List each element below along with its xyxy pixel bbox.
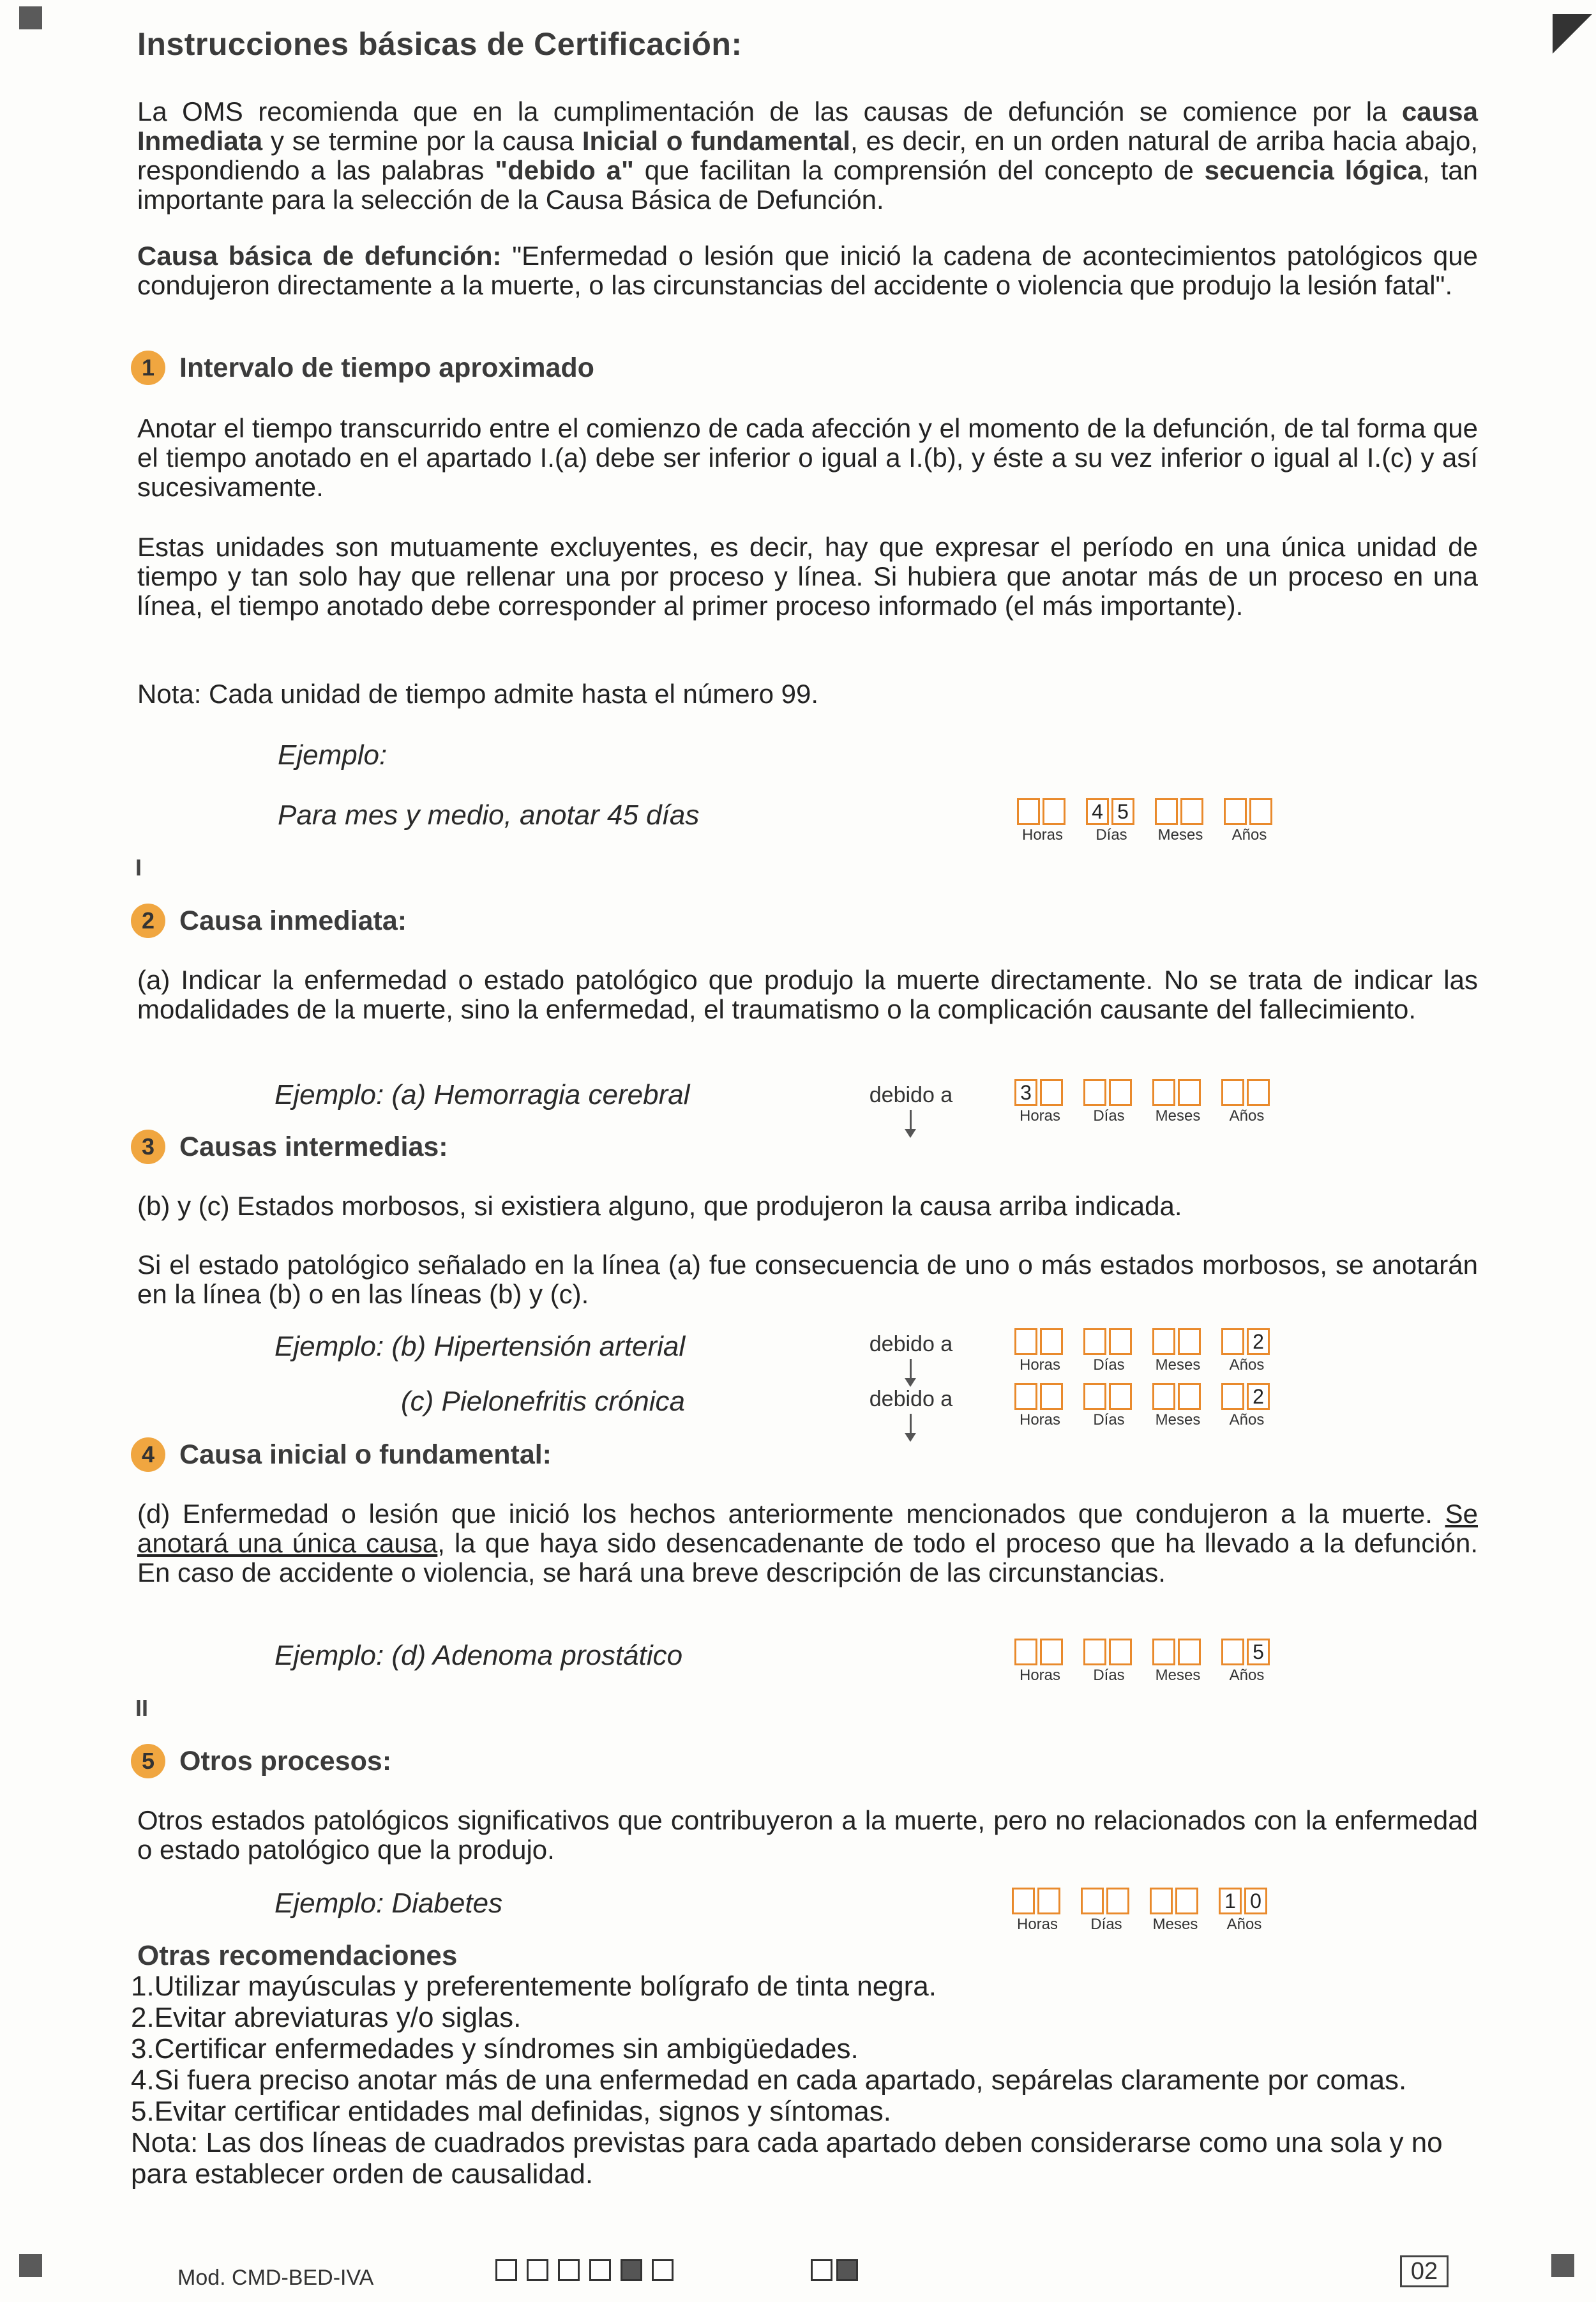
- time-box-example-3c: [1013, 1383, 1288, 1429]
- page-title: Instrucciones básicas de Certificación:: [137, 26, 742, 62]
- time-cell[interactable]: [1017, 798, 1040, 825]
- section-4-paragraph: (d) Enfermedad o lesión que inició los hechos anteriormente mencionados que condujeron a la muerte. Se anotará una única causa, la que haya sido desencadenante de todo el proceso que ha llevado a la defunción. En caso de accidente o violencia, se hará una breve descripción de las circunstancias.: [137, 1499, 1479, 1587]
- footer-code-box: [527, 2259, 548, 2281]
- time-unit-label: Años: [1229, 1356, 1265, 1374]
- section-1-paragraph-1: Anotar el tiempo transcurrido entre el comienzo de cada afección y el momento de la defunción, de tal forma que el tiempo anotado en el apartado I.(a) debe ser inferior o igual a I.(b), y éste a su vez inferior o igual al I.(c) y así sucesivamente.: [137, 413, 1478, 502]
- time-group: [1081, 1383, 1136, 1429]
- section-4-number: 4: [131, 1437, 165, 1472]
- registration-mark-bottom-left: [19, 2254, 42, 2277]
- recommendation-item: 2.Evitar abreviaturas y/o siglas.: [131, 2002, 522, 2033]
- time-cell[interactable]: [1221, 1383, 1244, 1410]
- time-cell[interactable]: [1106, 1888, 1129, 1914]
- page-number: 02: [1400, 2255, 1449, 2287]
- time-group: [1153, 798, 1208, 844]
- recommendations-title: Otras recomendaciones: [137, 1940, 458, 1971]
- time-cell[interactable]: [1040, 1383, 1063, 1410]
- time-unit-label: Horas: [1019, 1107, 1061, 1124]
- time-cell[interactable]: [1150, 1888, 1173, 1914]
- time-cell[interactable]: [1180, 798, 1203, 825]
- time-group: [1081, 1328, 1136, 1374]
- section-5-label: Otros procesos:: [179, 1745, 392, 1776]
- time-group: [1084, 798, 1139, 844]
- time-unit-label: Meses: [1157, 826, 1203, 844]
- arrow-down-icon: [910, 1359, 912, 1381]
- time-unit-label: Días: [1090, 1916, 1122, 1933]
- time-cell[interactable]: [1109, 1383, 1132, 1410]
- footer-code-box: [495, 2259, 517, 2281]
- time-box-example-4: [1013, 1639, 1288, 1685]
- time-group: [1013, 1383, 1067, 1429]
- part-roman-2: II: [135, 1695, 149, 1721]
- footer-code-box: [652, 2259, 674, 2281]
- time-unit-label: Años: [1229, 1667, 1265, 1684]
- recommendation-item: 3.Certificar enfermedades y síndromes sin ambigüedades.: [131, 2033, 859, 2064]
- footer-code-box: [589, 2259, 611, 2281]
- footer-code-box: [621, 2259, 642, 2281]
- debido-a-label-1: debido a: [869, 1083, 953, 1107]
- time-unit-label: Horas: [1021, 826, 1064, 844]
- time-cell[interactable]: [1014, 1639, 1037, 1665]
- time-cell[interactable]: [1083, 1328, 1106, 1355]
- section-2-number: 2: [131, 904, 165, 938]
- time-cell[interactable]: [1083, 1639, 1106, 1665]
- time-unit-label: Años: [1226, 1916, 1262, 1933]
- time-group: [1150, 1639, 1205, 1685]
- time-unit-label: Días: [1095, 826, 1127, 844]
- arrow-down-icon: [910, 1414, 912, 1435]
- section-3-label: Causas intermedias:: [179, 1131, 448, 1162]
- time-group: [1081, 1079, 1136, 1125]
- time-cell[interactable]: [1043, 798, 1065, 825]
- time-group: [1013, 1079, 1067, 1125]
- footer-code-box: [836, 2259, 858, 2281]
- example-1-label: Ejemplo:: [278, 739, 388, 771]
- time-unit-label: Años: [1231, 826, 1267, 844]
- form-model-code: Mod. CMD-BED-IVA: [177, 2266, 374, 2290]
- section-5-paragraph: Otros estados patológicos significativos que contribuyeron a la muerte, pero no relacionados con la enfermedad o estado patológico que la produjo.: [137, 1805, 1478, 1865]
- section-1-label: Intervalo de tiempo aproximado: [179, 352, 594, 383]
- example-3c-text: (c) Pielonefritis crónica: [401, 1386, 686, 1417]
- section-1-header: [131, 349, 594, 387]
- section-2-header: [131, 902, 407, 940]
- recommendations-list: [131, 1971, 1503, 2190]
- time-cell[interactable]: [1247, 1079, 1270, 1106]
- time-cell[interactable]: [1221, 1079, 1244, 1106]
- time-group: [1010, 1888, 1065, 1934]
- time-cell[interactable]: [1109, 1079, 1132, 1106]
- time-cell[interactable]: [1109, 1328, 1132, 1355]
- section-3-paragraph-2: Si el estado patológico señalado en la línea (a) fue consecuencia de uno o más estados morbosos, se anotarán en la línea (b) o en las líneas (b) y (c).: [137, 1250, 1478, 1309]
- time-cell[interactable]: [1249, 798, 1272, 825]
- time-cell[interactable]: [1178, 1639, 1201, 1665]
- time-cell[interactable]: [1178, 1328, 1201, 1355]
- time-cell[interactable]: [1224, 798, 1247, 825]
- time-cell[interactable]: 5: [1247, 1639, 1270, 1665]
- time-cell[interactable]: [1012, 1888, 1035, 1914]
- time-cell[interactable]: [1175, 1888, 1198, 1914]
- time-cell[interactable]: [1152, 1328, 1175, 1355]
- debido-a-label-2: debido a: [869, 1332, 953, 1356]
- section-5-header: [131, 1742, 391, 1780]
- time-group: [1150, 1328, 1205, 1374]
- time-group: [1013, 1328, 1067, 1374]
- time-cell[interactable]: [1152, 1639, 1175, 1665]
- time-box-example-1: [1015, 798, 1291, 844]
- recommendation-item: Nota: Las dos líneas de cuadrados previstas para cada apartado deben considerarse como una sola y no para establecer orden de causalidad.: [131, 2127, 1443, 2190]
- example-2-text: Ejemplo: (a) Hemorragia cerebral: [275, 1079, 690, 1110]
- time-cell[interactable]: [1155, 798, 1178, 825]
- section-1-paragraph-2: Estas unidades son mutuamente excluyentes, es decir, hay que expresar el período en una única unidad de tiempo y tan solo hay que rellenar una por proceso y línea. Si hubiera que anotar más de un proceso en una línea, el tiempo anotado debe corresponder al primer proceso informado (el más importante).: [137, 532, 1478, 621]
- time-cell[interactable]: 2: [1247, 1328, 1270, 1355]
- time-group: [1013, 1639, 1067, 1685]
- time-group: [1217, 1888, 1272, 1934]
- time-group: [1219, 1328, 1274, 1374]
- time-cell[interactable]: 5: [1111, 798, 1134, 825]
- time-group: [1219, 1383, 1274, 1429]
- recommendation-item: 5.Evitar certificar entidades mal definidas, signos y síntomas.: [131, 2096, 891, 2127]
- time-cell[interactable]: 1: [1219, 1888, 1242, 1914]
- example-4-text: Ejemplo: (d) Adenoma prostático: [275, 1640, 683, 1671]
- time-unit-label: Días: [1093, 1667, 1125, 1684]
- time-unit-label: Horas: [1019, 1667, 1061, 1684]
- time-unit-label: Días: [1093, 1356, 1125, 1374]
- time-cell[interactable]: [1040, 1079, 1063, 1106]
- section-3-number: 3: [131, 1130, 165, 1164]
- time-cell[interactable]: [1221, 1328, 1244, 1355]
- example-5-text: Ejemplo: Diabetes: [275, 1888, 503, 1919]
- time-group: [1150, 1079, 1205, 1125]
- arrow-down-icon: [910, 1110, 912, 1132]
- registration-mark-top-left: [19, 6, 42, 29]
- time-unit-label: Días: [1093, 1107, 1125, 1124]
- time-cell[interactable]: [1221, 1639, 1244, 1665]
- time-box-example-2: [1013, 1079, 1288, 1125]
- section-4-label: Causa inicial o fundamental:: [179, 1439, 552, 1470]
- recommendation-item: 1.Utilizar mayúsculas y preferentemente bolígrafo de tinta negra.: [131, 1971, 937, 2002]
- part-roman-1: I: [135, 854, 142, 881]
- time-cell[interactable]: [1014, 1328, 1037, 1355]
- time-group: [1150, 1383, 1205, 1429]
- time-cell[interactable]: [1178, 1383, 1201, 1410]
- time-group: [1148, 1888, 1203, 1934]
- time-group: [1219, 1639, 1274, 1685]
- section-5-number: 5: [131, 1744, 165, 1778]
- time-cell[interactable]: [1083, 1079, 1106, 1106]
- time-cell[interactable]: [1109, 1639, 1132, 1665]
- time-cell[interactable]: [1040, 1328, 1063, 1355]
- time-cell[interactable]: [1081, 1888, 1104, 1914]
- time-unit-label: Días: [1093, 1411, 1125, 1428]
- example-3b-text: Ejemplo: (b) Hipertensión arterial: [275, 1331, 686, 1362]
- time-group: [1079, 1888, 1134, 1934]
- time-group: [1081, 1639, 1136, 1685]
- debido-a-label-3: debido a: [869, 1387, 953, 1411]
- time-cell[interactable]: [1037, 1888, 1060, 1914]
- section-3-paragraph-1: (b) y (c) Estados morbosos, si existiera alguno, que produjeron la causa arriba indicada.: [137, 1191, 1182, 1221]
- time-unit-label: Meses: [1155, 1107, 1201, 1124]
- time-cell[interactable]: 4: [1086, 798, 1109, 825]
- time-unit-label: Meses: [1155, 1411, 1201, 1428]
- time-cell[interactable]: [1152, 1383, 1175, 1410]
- section-3-header: [131, 1128, 448, 1166]
- time-unit-label: Meses: [1152, 1916, 1198, 1933]
- intro-paragraph: La OMS recomienda que en la cumplimentación de las causas de defunción se comience por la causa Inmediata y se termine por la causa Inicial o fundamental, es decir, en un orden natural de arriba hacia abajo, respondiendo a las palabras "debido a" que facilitan la comprensión del concepto de secuencia lógica, tan importante para la selección de la Causa Básica de Defunción.: [137, 96, 1479, 215]
- time-cell[interactable]: 2: [1247, 1383, 1270, 1410]
- time-cell[interactable]: [1178, 1079, 1201, 1106]
- time-cell[interactable]: [1152, 1079, 1175, 1106]
- causa-basica-paragraph: Causa básica de defunción: "Enfermedad o lesión que inició la cadena de acontecimientos patológicos que condujeron directamente a la muerte, o las circunstancias del accidente o violencia que produjo la lesión fatal".: [137, 241, 1478, 300]
- time-cell[interactable]: [1040, 1639, 1063, 1665]
- time-unit-label: Horas: [1016, 1916, 1058, 1933]
- time-unit-label: Horas: [1019, 1356, 1061, 1374]
- time-unit-label: Meses: [1155, 1356, 1201, 1374]
- recommendation-item: 4.Si fuera preciso anotar más de una enfermedad en cada apartado, sepárelas claramente por comas.: [131, 2064, 1407, 2096]
- time-unit-label: Años: [1229, 1411, 1265, 1428]
- registration-mark-bottom-right: [1551, 2254, 1574, 2277]
- time-cell[interactable]: 0: [1244, 1888, 1267, 1914]
- time-group: [1015, 798, 1070, 844]
- time-group: [1222, 798, 1277, 844]
- footer-code-box: [811, 2259, 832, 2281]
- time-cell[interactable]: 3: [1014, 1079, 1037, 1106]
- section-2-label: Causa inmediata:: [179, 905, 407, 936]
- footer-code-box: [558, 2259, 580, 2281]
- time-unit-label: Años: [1229, 1107, 1265, 1124]
- time-box-example-3b: [1013, 1328, 1288, 1374]
- section-2-paragraph: (a) Indicar la enfermedad o estado patológico que produjo la muerte directamente. No se trata de indicar las modalidades de la muerte, sino la enfermedad, el traumatismo o la complicación causante del fallecimiento.: [137, 965, 1478, 1024]
- time-cell[interactable]: [1083, 1383, 1106, 1410]
- registration-mark-top-right: [1553, 14, 1592, 54]
- section-1-number: 1: [131, 351, 165, 385]
- example-1-text: Para mes y medio, anotar 45 días: [278, 799, 700, 831]
- time-unit-label: Horas: [1019, 1411, 1061, 1428]
- section-1-note: Nota: Cada unidad de tiempo admite hasta el número 99.: [137, 679, 819, 709]
- time-group: [1219, 1079, 1274, 1125]
- time-unit-label: Meses: [1155, 1667, 1201, 1684]
- section-4-header: [131, 1435, 552, 1474]
- time-cell[interactable]: [1014, 1383, 1037, 1410]
- time-box-example-5: [1010, 1888, 1286, 1934]
